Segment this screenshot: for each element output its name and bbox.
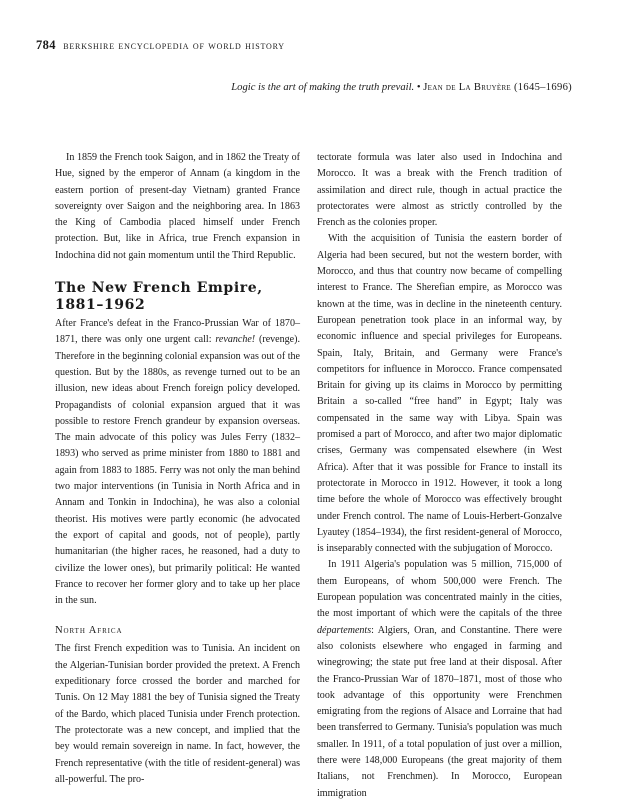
publication-title: berkshire encyclopedia of world history: [63, 40, 285, 52]
running-head: [36, 38, 285, 53]
section-heading: The New French Empire, 1881–1962: [55, 280, 263, 314]
quote-author: Jean de La Bruyère (1645–1696): [423, 82, 572, 93]
quote-bullet: •: [416, 82, 421, 93]
intro-paragraph: In 1859 the French took Saigon, and in 1862 the Treaty of Hue, signed by the emperor of Annam (a kingdom in the eastern portion of present-day Vietnam) granted France sovereignty over Saigon and the neighboring area. In 1863 the King of Cambodia placed himself under French protection. But, like in Africa, true French expansion in Indochina did not gain momentum until the Third Republic.: [55, 152, 300, 261]
morocco-paragraph: With the acquisition of Tunisia the eastern border of Algeria had been secured, but not the western border, with Morocco, and thus that country now became of compelling interest to France. The Sherefian empire, as Morocco was known at the time, was in decline in the nineteenth century. European penetration took place in an informal way, by economic influence and special privileges for Europeans. Spain, Italy, Britain, and Germany were France's competitors for influence in Morocco. France compensated Britain for giving up its claims in Morocco by permitting Britain a so-called “free hand” in Egypt; Italy was compensated in the same way with Libya. Spain was promised a part of Morocco, and after two major diplomatic crises, Germany was compensated elsewhere (in West Africa). After that it was possible for France to install its protectorate in Morocco in 1912. However, it took a long time before the whole of Morocco was effectively brought under French control. The name of Louis-Herbert-Gonzalve Lyautey (1854–1934), the first resident-general of Morocco, is inseparably connected with the subjugation of Morocco.: [317, 233, 562, 555]
continued-paragraph: tectorate formula was later also used in Indochina and Morocco. It was a break with the French tradition of assimilation and direct rule, though in actual practice the protectorates were almost as strictly controlled by the French as the colonies proper.: [317, 152, 562, 229]
quote-text: Logic is the art of making the truth prevail.: [231, 82, 415, 93]
population-paragraph: In 1911 Algeria's population was 5 million, 715,000 of them Europeans, of whom 500,000 were French. The European population was concentrated mainly in the cities, the most important of which were the capitals of the three départements: Algiers, Oran, and Constantine. There were also colonists elsewhere who engaged in farming and winegrowing; the state put free land at their disposal. After the Franco-Prussian War of 1870–1871, most of those who took advantage of this opportunity were Frenchmen emigrating from the regions of Alsace and Lorraine that had been transferred to Germany. Tunisia's population was much smaller. In 1911, of a total population of just over a million, there were 148,000 Europeans (the great majority of them Italians, not Frenchmen). In Morocco, European immigration: [317, 559, 562, 799]
emphasis-revanche: revanche!: [215, 334, 256, 346]
emphasis-departements: départements: [317, 624, 372, 636]
section-paragraph: After France's defeat in the Franco-Prussian War of 1870–1871, there was only one urgent call: revanche! (revenge). Therefore in the beginning colonial expansion was out of the question. But by the 1880s, as revenge turned out to be an illusion, new ideas about French foreign policy developed. Propagandists of colonial expansion argued that it was possible to restore French grandeur by expansion overseas. The main advocate of this policy was Jules Ferry (1832–1893) who served as prime minister from 1880 to 1881 and again from 1883 to 1885. Ferry was not only the man behind two major interventions (in Tunisia in North Africa and in Annam and Tonkin in Indochina), he was also a colonial theorist. His motives were partly economic (he advocated the export of capital and goods, not of people), partly humanitarian (the higher races, he reasoned, had a duty to civilize the lower ones), but primarily political: He wanted France to recover her former glory and to take up her place in the sun.: [55, 318, 300, 607]
left-column: [55, 150, 300, 788]
page-number: 784: [36, 38, 56, 52]
subsection-heading: North Africa: [55, 625, 123, 637]
right-column: [317, 150, 562, 802]
epigraph-quote: [231, 82, 572, 93]
subsection-paragraph: The first French expedition was to Tunisia. An incident on the Algerian-Tunisian border provided the pretext. A French expeditionary force crossed the border and marched for Tunis. On 12 May 1881 the bey of Tunisia signed the Treaty of the Bardo, which placed Tunisia under French protection. The protectorate was a new concept, and implied that the bey would remain sovereign in name. In fact, however, the French representative (with the title of resident-general) was all-powerful. The pro-: [55, 643, 300, 785]
